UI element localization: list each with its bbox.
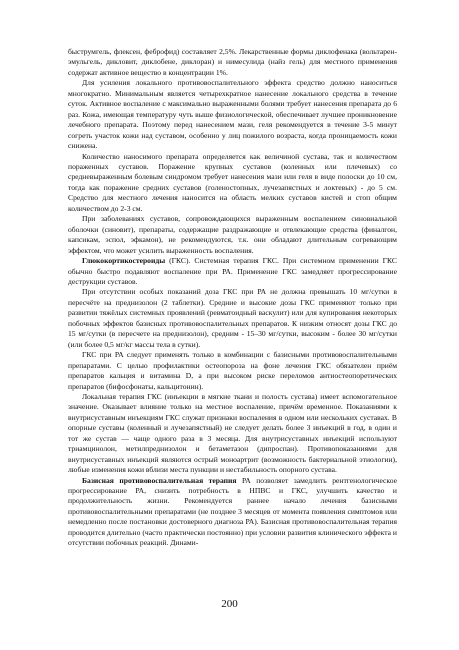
paragraph-text: быструмгель, флексен, феброфид) составляет 2,5%. Лекарственные формы диклофенака (вольтарен-эмульгель, дикловит, диклобене, диклоран) и нимесулида (найз гель) для местного применения содержат активное вещество в концентрации 1%. xyxy=(68,47,397,77)
paragraph xyxy=(68,287,397,350)
paragraph xyxy=(68,47,397,78)
paragraph-bold-lead: Глюкокортикостероиды xyxy=(82,256,166,266)
paragraph-text: Локальная терапия ГКС (инъекции в мягкие ткани и полость сустава) имеет вспомогательное значение. Оказывает влияние только на местное воспаление, причём временное. Показаниями к внутрисуставным инъекциям ГКС служат признаки воспаления в одном или нескольких суставах. В опорные суставы (коленный и лучезапястный) не следует делать более 3 инъекций в год, в один и тот же сустав — чаще одного раза в 3 месяца. Для внутрисуставных инъекций используют триамцинолон, метилпреднизолон и бетаметазон (дипроспан). Противопоказаниями для внутрисуставных инъекций являются острый моноартрит (возможность бактериальной этиологии), любые изменения кожи вблизи места пункции и нестабильность опорного сустава. xyxy=(68,391,397,475)
paragraph-bold-lead: Базисная противовоспалительная терапия xyxy=(82,475,237,485)
paragraph-text: РА позволяет замедлить рентгенологическое прогрессирование РА, снизить потребность в НПВС и ГКС, улучшить качество и продолжительность жизни. Рекомендуется раннее начало лечения базисными противовоспалительными препаратами (не позднее 3 месяцев от момента появления симптомов или немедленно после постановки достоверного диагноза РА). Базисная противовоспалительная терапия проводится длительно (часто практически постоянно) при условии развития клинического эффекта и отсутствии побочных реакций. Динами- xyxy=(68,475,397,548)
paragraph xyxy=(68,214,397,256)
paragraph xyxy=(68,256,397,287)
paragraph xyxy=(68,350,397,392)
paragraph-text: ГКС при РА следует применять только в комбинации с базисными противовоспалительными препаратами. С целью профилактики остеопороза на фоне лечения ГКС обязателен приём препаратов кальция и витамина D, а при высоком риске переломов антиостеопоретических препаратов (бифосфонаты, кальцитонин). xyxy=(68,350,397,391)
body-text xyxy=(68,47,397,549)
paragraph-text: Количество наносимого препарата определяется как величиной сустава, так и количеством пораженных суставов. Поражение крупных суставов (коленных или плечевых) со средневыраженным болевым синдромом требует нанесения мази или геля в виде полоски до 10 см, тогда как поражение средних суставов (голеностопных, лучезапястных и локтевых) - до 5 см. Средство для местного лечения наносится на область мелких суставов кистей и стоп общим количеством до 2-3 см. xyxy=(68,151,397,213)
paragraph-text: (ГКС). Системная терапия ГКС. При системном применении ГКС обычно быстро подавляют воспаление при РА. Применение ГКС замедляет прогрессирование деструкции суставов. xyxy=(68,256,397,286)
paragraph xyxy=(68,392,397,476)
paragraph-text: Для усиления локального противовоспалительного эффекта средство должно наноситься многократно. Минимальным является четырехкратное нанесение локального средства в течение суток. Активное воспаление с максимально выраженными болями требует нанесения препарата до 6 раз. Кожа, имеющая температуру чуть выше физиологической, обеспечивает лучшее проникновение лечебного препарата. Поэтому перед нанесением мази, геля рекомендуется в течение 3-5 минут согреть участок кожи над суставом, особенно у лиц пожилого возраста, когда проницаемость кожи снижена. xyxy=(68,78,397,151)
paragraph xyxy=(68,152,397,215)
page-number: 200 xyxy=(221,598,238,610)
paragraph xyxy=(68,476,397,549)
paragraph xyxy=(68,78,397,151)
paragraph-text: При отсутствии особых показаний доза ГКС при РА не должна превышать 10 мг/сутки в пересчёте на преднизолон (2 таблетки). Средние и высокие дозы ГКС применяют только при развитии тяжёлых системных проявлений (ревматоидный васкулит) или для купирования некоторых побочных эффектов базисных противовоспалительных препаратов. К низким относят дозы ГКС до 15 мг/сутки (в пересчете на преднизолон), средним - 15–30 мг/сутки, высоким - более 30 мг/сутки (или более 0,5 мг/кг массы тела в сутки). xyxy=(68,287,397,349)
paragraph-text: При заболеваниях суставов, сопровождающихся выраженным воспалением синовиальной оболочки (синовит), препараты, содержащие раздражающие и отвлекающие средства (финалгон, капсикам, эспол, эфкамон), не рекомендуются, т.к. они обладают длительным согревающим эффектом, что может усилить выраженность воспаления. xyxy=(68,214,397,255)
